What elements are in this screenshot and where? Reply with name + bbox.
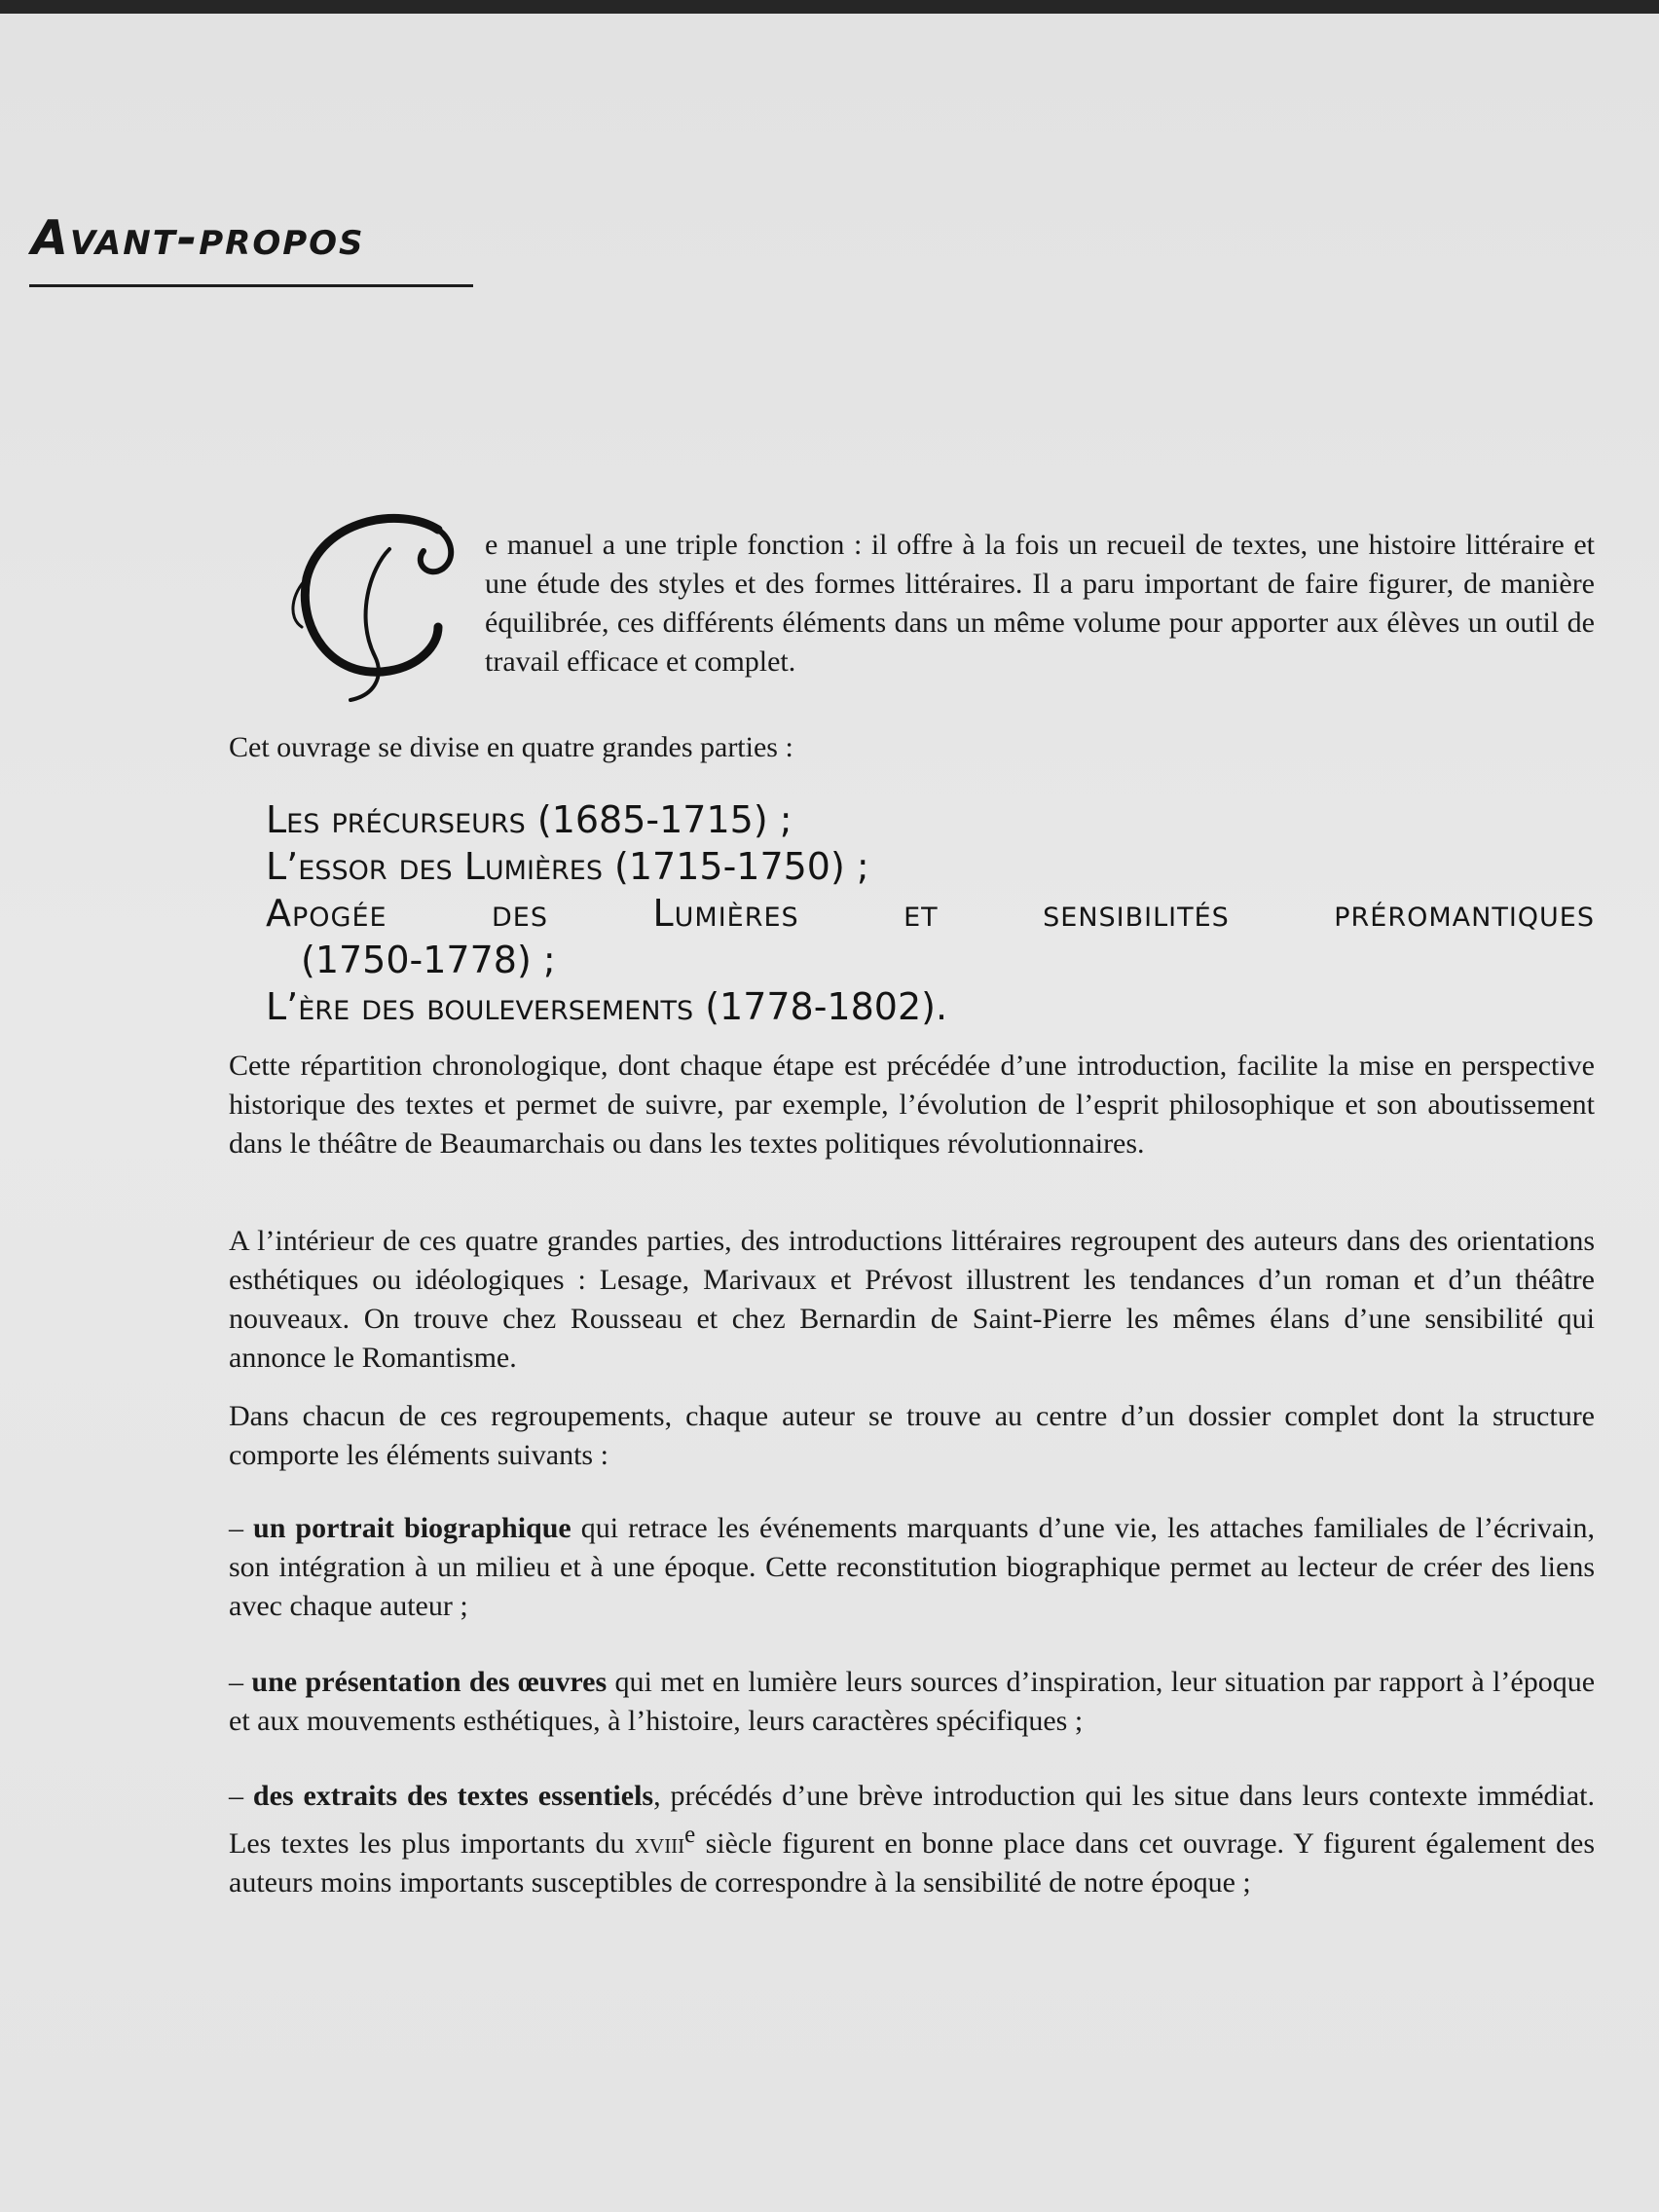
part-item: L’ère des bouleversements (1778-1802). [266, 985, 948, 1028]
list-item-heading: des extraits des textes essentiels [252, 1780, 654, 1812]
list-item [229, 1777, 1595, 1902]
intro-paragraph: e manuel a une triple fonction : il offre à la fois un recueil de textes, une histoire littéraire et une étude des styles et des formes littéraires. Il a paru important de faire figurer, de manière équilibrée, ces différents éléments dans un même volume pour apporter aux élèves un outil de travail efficace et complet. [485, 529, 1595, 678]
body-paragraph: Cette répartition chronologique, dont chaque étape est précédée d’une introduction, facilite la mise en perspective historique des textes et permet de suivre, par exemple, l’évolution de l’esprit philosophique et son aboutissement dans le théâtre de Beaumarchais ou dans les textes politiques révolutionnaires. [229, 1050, 1595, 1160]
list-dash: – [229, 1512, 243, 1544]
scan-top-edge [0, 0, 1659, 14]
body-paragraph: Dans chacun de ces regroupements, chaque auteur se trouve au centre d’un dossier complet dont la structure comporte les éléments suivants : [229, 1400, 1595, 1471]
part-item: Apogée des Lumières et sensibilités préromantiques [266, 892, 1595, 935]
part-item: L’essor des Lumières (1715-1750) ; [266, 845, 869, 888]
division-intro: Cet ouvrage se divise en quatre grandes parties : [229, 731, 793, 763]
page-title: Avant-propos [31, 210, 365, 266]
part-item: Les précurseurs (1685-1715) ; [266, 798, 793, 841]
list-dash: – [229, 1780, 243, 1812]
list-item-text: , précédés d’une brève introduction qui les situe dans leurs contexte immédiat. Les textes les plus importants du [229, 1780, 1596, 1860]
list-item [229, 1663, 1595, 1741]
list-dash: – [229, 1666, 243, 1698]
century-numeral: xviii [634, 1827, 685, 1860]
list-item-heading: un portrait biographique [253, 1512, 571, 1544]
title-underline [29, 284, 473, 287]
parts-list [266, 796, 1595, 1030]
list-item-heading: une présentation des œuvres [251, 1666, 608, 1698]
list-item-text: qui met en lumière leurs sources d’inspiration, leur situation par rapport à l’époque et aux mouvements esthétiques, à l’histoire, leurs caractères spécifiques ; [229, 1666, 1596, 1737]
century-superscript: e [684, 1822, 696, 1848]
list-item-text: siècle figurent en bonne place dans cet ouvrage. Y figurent également des auteurs moins importants susceptibles de correspondre à la sensibilité de notre époque ; [229, 1827, 1595, 1899]
list-item [229, 1509, 1595, 1626]
ornamental-letter-c-icon [282, 510, 477, 705]
body-paragraph: A l’intérieur de ces quatre grandes parties, des introductions littéraires regroupent des auteurs dans des orientations esthétiques ou idéologiques : Lesage, Marivaux et Prévost illustrent les tendances d’un roman et d’un théâtre nouveaux. On trouve chez Rousseau et chez Bernardin de Saint-Pierre les mêmes élans d’une sensibilité qui annonce le Romantisme. [229, 1225, 1595, 1374]
list-item-text: qui retrace les événements marquants d’une vie, les attaches familiales de l’écrivain, son intégration à un milieu et à une époque. Cette reconstitution biographique permet au lecteur de créer des liens avec chaque auteur ; [229, 1512, 1596, 1622]
part-item: (1750-1778) ; [301, 939, 556, 981]
